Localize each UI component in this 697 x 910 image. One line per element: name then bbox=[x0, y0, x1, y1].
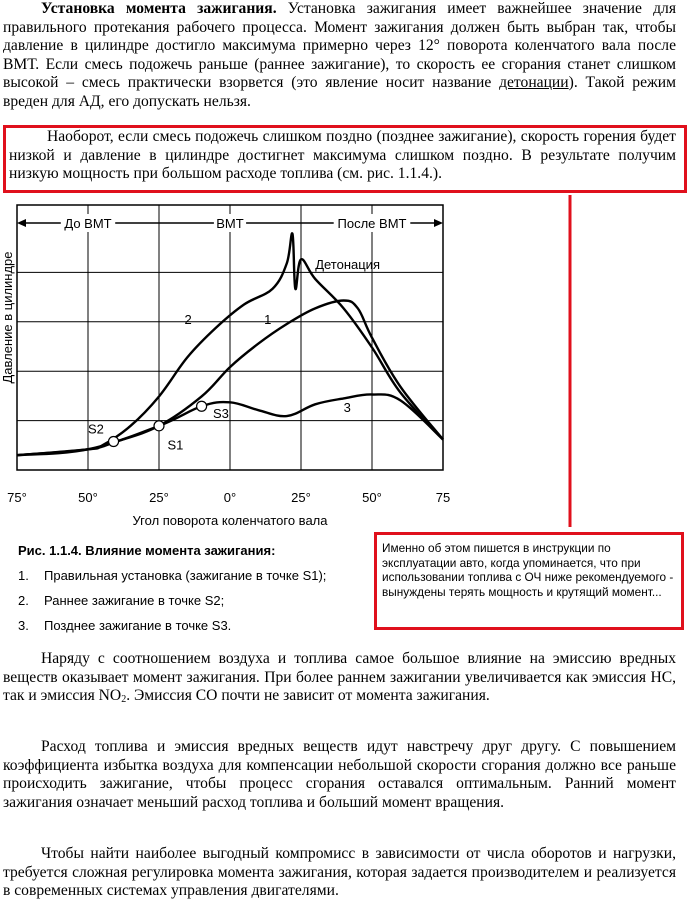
ignition-label-s3: S3 bbox=[212, 406, 229, 421]
caption-item-1 bbox=[18, 568, 326, 583]
ignition-label-s1: S1 bbox=[167, 437, 184, 453]
x-tick-label: 75° bbox=[7, 490, 27, 505]
item-number: 2. bbox=[18, 593, 29, 608]
figure-caption: Рис. 1.1.4. Влияние момента зажигания: bbox=[18, 543, 276, 558]
paragraph-text: Чтобы найти наиболее выгодный компромисс в зависимости от числа оборотов и нагрузки, требуется сложная регулировка момента зажигания, которая задается производителем и реализуется в современных системах управления двигателями. bbox=[3, 845, 676, 900]
item-text: Раннее зажигание в точке S2; bbox=[44, 593, 225, 608]
detonation-link[interactable]: детонации bbox=[499, 74, 569, 92]
series-label-1: 1 bbox=[264, 312, 272, 327]
caption-item-2 bbox=[18, 593, 224, 608]
ignition-point-s1 bbox=[154, 421, 164, 431]
region-label: ВМТ bbox=[216, 216, 244, 231]
detonation-label: Детонация bbox=[315, 257, 380, 273]
paragraph-fuel-consumption bbox=[3, 738, 676, 812]
arrow-head-left bbox=[17, 219, 26, 227]
ignition-point-s2 bbox=[109, 437, 119, 447]
arrow-head-right bbox=[434, 219, 443, 227]
paragraph-text: Установка зажигания имеет важнейшее значение для правильного протекания рабочего процесса. Момент зажигания должен быть выбран так, чтобы давление в цилиндре достигло максимума примерно через 12° поворота коленчатого вала после ВМТ. Если смесь подожечь раньше (раннее зажигание), то скорость ее сгорания станет слишком высокой – смесь практически взорвется (это явление носит название bbox=[3, 0, 676, 92]
caption-item-3 bbox=[18, 618, 231, 633]
red-arrow bbox=[560, 195, 580, 527]
annotation-note: Именно об этом пишется в инструкции по эксплуатации авто, когда упоминается, что при использовании топлива с ОЧ ниже рекомендуемого - вынуждены терять мощность и крутящий момент... bbox=[374, 532, 684, 630]
x-tick-label: 25° bbox=[149, 490, 169, 505]
region-label: До ВМТ bbox=[64, 216, 112, 231]
paragraph-text: Наряду с соотношением воздуха и топлива самое большое влияние на эмиссию вредных веществ оказывает момент зажигания. При более раннем зажигании увеличивается как эмиссия НС, так и эмиссия NO bbox=[3, 650, 676, 705]
x-tick-label: 25° bbox=[291, 490, 311, 505]
ignition-point-s3 bbox=[197, 401, 207, 411]
x-tick-label: 50° bbox=[78, 490, 98, 505]
y-axis-label: Давление в цилиндре bbox=[0, 251, 15, 384]
chart-grid bbox=[17, 205, 443, 470]
paragraph-text: Расход топлива и эмиссия вредных веществ идут навстречу друг другу. С повышением коэффициента избытка воздуха для компенсации небольшой скорости сгорания должно все раньше происходить зажигание, чтобы процесс сгорания оставался оптимальным. Ранний момент зажигания означает меньший расход топлива и больший момент вращения. bbox=[3, 738, 676, 811]
paragraph-ignition-timing bbox=[3, 0, 676, 112]
paragraph-text-end: ). Такой режим вреден для АД, его допускать нельзя. bbox=[3, 74, 676, 110]
paragraph-compromise bbox=[3, 845, 676, 901]
x-tick-label: 0° bbox=[223, 490, 237, 505]
region-label: После ВМТ bbox=[337, 216, 407, 231]
x-tick-label: 75 bbox=[435, 490, 451, 505]
paragraph-emission bbox=[3, 650, 676, 706]
paragraph-text: Наоборот, если смесь подожечь слишком поздно (позднее зажигание), скорость горения будет низкой и давление в цилиндре достигнет максимума слишком поздно. В результате получим низкую мощность при большом расходе топлива (см. рис. 1.1.4.). bbox=[9, 128, 676, 183]
x-tick-label: 50° bbox=[362, 490, 382, 505]
item-number: 1. bbox=[18, 568, 29, 583]
item-text: Правильная установка (зажигание в точке S1); bbox=[44, 568, 327, 583]
paragraph-text-end: . Эмиссия СО почти не зависит от момента зажигания. bbox=[126, 687, 490, 705]
series-label-3: 3 bbox=[343, 400, 351, 416]
paragraph-late-ignition bbox=[9, 128, 676, 184]
ignition-chart bbox=[0, 195, 697, 535]
x-axis-label: Угол поворота коленчатого вала bbox=[132, 513, 328, 528]
ignition-label-s2: S2 bbox=[88, 421, 104, 437]
subscript: 2 bbox=[121, 694, 127, 706]
series-label-2: 2 bbox=[184, 312, 192, 327]
item-number: 3. bbox=[18, 618, 29, 633]
section-title: Установка момента зажигания. bbox=[41, 0, 277, 17]
item-text: Позднее зажигание в точке S3. bbox=[44, 618, 232, 633]
